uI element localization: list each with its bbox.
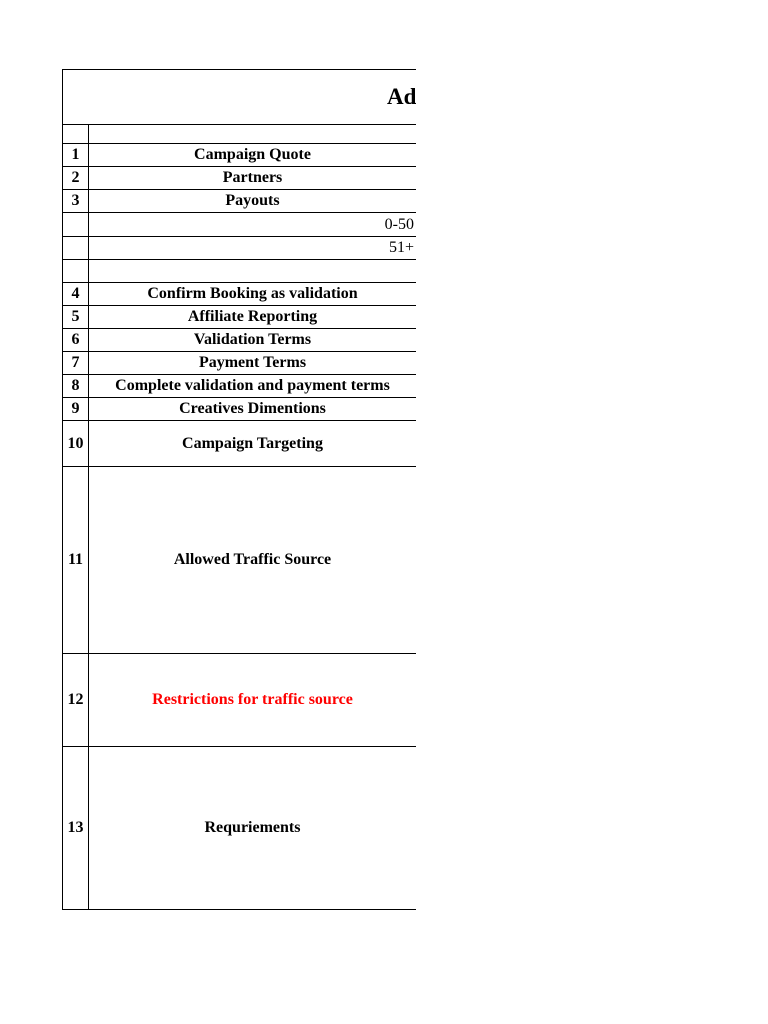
table-row — [62, 374, 416, 397]
row-number: 12 — [62, 654, 89, 746]
row-label-highlighted: Restrictions for traffic source — [152, 691, 353, 708]
table-row — [62, 653, 416, 746]
row-number: 8 — [62, 375, 89, 397]
table-row — [62, 282, 416, 305]
row-label — [89, 125, 416, 143]
row-label: Payouts — [225, 192, 280, 209]
row-label: Creatives Dimentions — [179, 400, 326, 417]
row-label: 51+ — [388, 239, 414, 256]
table-row — [62, 305, 416, 328]
table-row — [62, 466, 416, 653]
row-number: 2 — [62, 167, 89, 189]
row-number — [62, 213, 89, 236]
table-row — [62, 236, 416, 259]
row-number: 1 — [62, 144, 89, 166]
sheet-title: Ad — [387, 84, 416, 109]
row-number: 6 — [62, 329, 89, 351]
row-number — [62, 125, 89, 143]
row-label: Allowed Traffic Source — [173, 551, 332, 568]
row-label: Campaign Targeting — [182, 434, 323, 452]
table-row — [62, 166, 416, 189]
row-number: 9 — [62, 398, 89, 420]
table-row — [62, 212, 416, 236]
table-row — [62, 420, 416, 466]
row-label: Campaign Quote — [194, 146, 311, 163]
row-number — [62, 260, 89, 282]
row-number: 10 — [62, 421, 89, 466]
table-row — [62, 259, 416, 282]
row-label: 0-50 — [384, 215, 414, 233]
row-label: Complete validation and payment terms — [115, 377, 390, 394]
table — [62, 124, 416, 910]
row-label: Validation Terms — [193, 331, 312, 348]
title-cell — [62, 69, 416, 124]
row-label: Requriements — [204, 819, 301, 836]
row-label: Partners — [222, 169, 283, 186]
table-row — [62, 746, 416, 910]
row-number: 5 — [62, 306, 89, 328]
row-number: 13 — [62, 747, 89, 909]
row-label: Affiliate Reporting — [187, 308, 318, 325]
row-label: Confirm Booking as validation — [147, 285, 358, 302]
table-row — [62, 397, 416, 420]
row-label: Payment Terms — [198, 354, 307, 371]
table-row — [62, 328, 416, 351]
table-row — [62, 189, 416, 212]
row-label — [89, 260, 416, 282]
row-number: 11 — [62, 467, 89, 653]
table-row — [62, 124, 416, 143]
row-number: 3 — [62, 190, 89, 212]
row-number — [62, 237, 89, 259]
table-row — [62, 351, 416, 374]
row-number: 4 — [62, 283, 89, 305]
row-number: 7 — [62, 352, 89, 374]
table-row — [62, 143, 416, 166]
